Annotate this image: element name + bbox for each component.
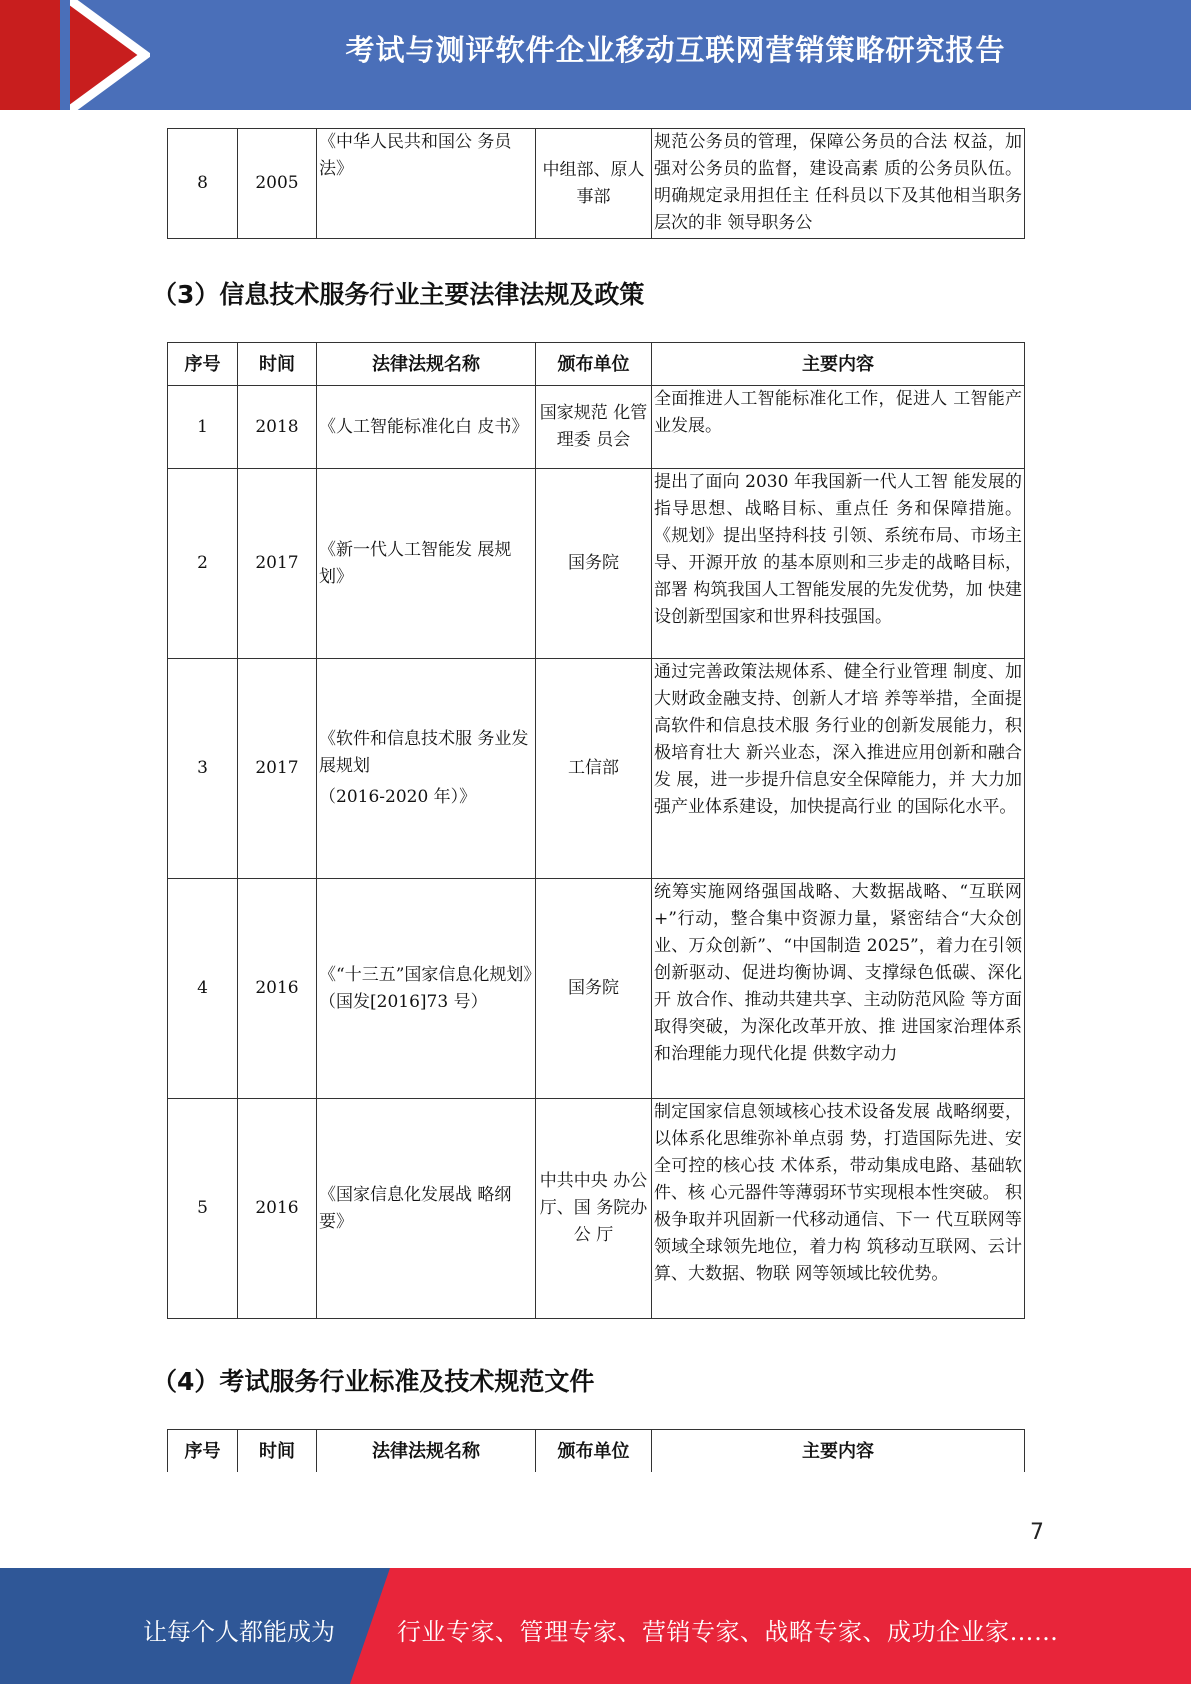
table-header-row xyxy=(168,1430,1025,1473)
table-row xyxy=(168,129,1025,239)
row-issuer: 国家规范 化管理委 员会 xyxy=(536,386,652,469)
row-number: 2 xyxy=(168,469,238,659)
row-issuer: 工信部 xyxy=(536,659,652,879)
row-content: 统筹实施网络强国战略、大数据战略、“互联网+”行动，整合集中资源力量，紧密结合“大众创业、万众创新”、“中国制造 2025”，着力在引领创新驱动、促进均衡协调、支撑绿色低碳、深化开 放合作、推动共建共享、主动防范风险 等方面取得突破，为深化改革开放、推 进国家治理体系和治理能力现代化提 供数字动力 xyxy=(652,879,1025,1099)
row-number: 8 xyxy=(168,129,238,239)
header-chevron-icon xyxy=(70,0,150,110)
table-row xyxy=(168,469,1025,659)
header-name: 法律法规名称 xyxy=(317,1430,536,1473)
row-year: 2005 xyxy=(238,129,317,239)
row-content: 全面推进人工智能标准化工作，促进人 工智能产业发展。 xyxy=(652,386,1025,469)
header-org: 颁布单位 xyxy=(536,343,652,386)
row-year: 2017 xyxy=(238,659,317,879)
section-heading: （4）考试服务行业标准及技术规范文件 xyxy=(152,1367,595,1396)
row-year: 2017 xyxy=(238,469,317,659)
row-law-name: 《“十三五”国家信息化规划》（国发[2016]73 号） xyxy=(317,879,536,1099)
header-name: 法律法规名称 xyxy=(317,343,536,386)
row-content: 提出了面向 2030 年我国新一代人工智 能发展的指导思想、战略目标、重点任 务和保障措施。《规划》提出坚持科技 引领、系统布局、市场主导、开源开放 的基本原则和三步走的战略目标，部署 构筑我国人工智能发展的先发优势，加 快建设创新型国家和世界科技强国。 xyxy=(652,469,1025,659)
report-title: 考试与测评软件企业移动互联网营销策略研究报告 xyxy=(345,33,1006,67)
row-issuer: 国务院 xyxy=(536,879,652,1099)
row-number: 1 xyxy=(168,386,238,469)
footer-blue-slant xyxy=(350,1568,390,1684)
page-number: 7 xyxy=(1030,1520,1044,1545)
header-content: 主要内容 xyxy=(652,1430,1025,1473)
table-exam-standards xyxy=(167,1429,1025,1472)
table-row xyxy=(168,1099,1025,1319)
row-law-name: 《国家信息化发展战 略纲要》 xyxy=(317,1099,536,1319)
row-number: 3 xyxy=(168,659,238,879)
law-name-line: 《软件和信息技术服 务业发展规划 xyxy=(319,729,529,776)
header-num: 序号 xyxy=(168,1430,238,1473)
row-number: 4 xyxy=(168,879,238,1099)
footer-slogan-right: 行业专家、管理专家、营销专家、战略专家、成功企业家…… xyxy=(397,1618,1059,1646)
row-content: 制定国家信息领域核心技术设备发展 战略纲要，以体系化思维弥补单点弱 势，打造国际先进、安全可控的核心技 术体系，带动集成电路、基础软件、核 心元器件等薄弱环节实现根本性突破。 积极争取并巩固新一代移动通信、下一 代互联网等领域全球领先地位，着力构 筑移动互联网、云计算、大数据、物联 网等领域比较优势。 xyxy=(652,1099,1025,1319)
header-red-block xyxy=(0,0,60,110)
row-law-name: 《中华人民共和国公 务员法》 xyxy=(317,129,536,239)
row-law-name xyxy=(317,659,536,879)
table-row xyxy=(168,386,1025,469)
header-content: 主要内容 xyxy=(652,343,1025,386)
table-header-row xyxy=(168,343,1025,386)
header-num: 序号 xyxy=(168,343,238,386)
row-content: 规范公务员的管理，保障公务员的合法 权益，加强对公务员的监督，建设高素 质的公务员队伍。明确规定录用担任主 任科员以下及其他相当职务层次的非 领导职务公 xyxy=(652,129,1025,239)
row-issuer: 中组部、原人事部 xyxy=(536,129,652,239)
law-name-line: （2016-2020 年）》 xyxy=(319,787,477,807)
table-it-service-laws xyxy=(167,342,1025,1319)
row-year: 2016 xyxy=(238,1099,317,1319)
row-content: 通过完善政策法规体系、健全行业管理 制度、加大财政金融支持、创新人才培 养等举措，全面提高软件和信息技术服 务行业的创新发展能力，积极培育壮大 新兴业态，深入推进应用创新和融合发 展，进一步提升信息安全保障能力，并 大力加强产业体系建设，加快提高行业 的国际化水平。 xyxy=(652,659,1025,879)
row-number: 5 xyxy=(168,1099,238,1319)
row-year: 2016 xyxy=(238,879,317,1099)
row-year: 2018 xyxy=(238,386,317,469)
header-org: 颁布单位 xyxy=(536,1430,652,1473)
header-year: 时间 xyxy=(238,1430,317,1473)
row-law-name: 《人工智能标准化白 皮书》 xyxy=(317,386,536,469)
row-law-name: 《新一代人工智能发 展规划》 xyxy=(317,469,536,659)
section-heading: （3）信息技术服务行业主要法律法规及政策 xyxy=(152,280,645,309)
footer-slogan-left: 让每个人都能成为 xyxy=(143,1618,335,1646)
table-continued xyxy=(167,128,1025,239)
row-issuer: 中共中央 办公厅、国 务院办公 厅 xyxy=(536,1099,652,1319)
page-footer xyxy=(0,1568,1191,1684)
table-row xyxy=(168,879,1025,1099)
header-year: 时间 xyxy=(238,343,317,386)
page-header xyxy=(0,0,1191,110)
table-row xyxy=(168,659,1025,879)
row-issuer: 国务院 xyxy=(536,469,652,659)
